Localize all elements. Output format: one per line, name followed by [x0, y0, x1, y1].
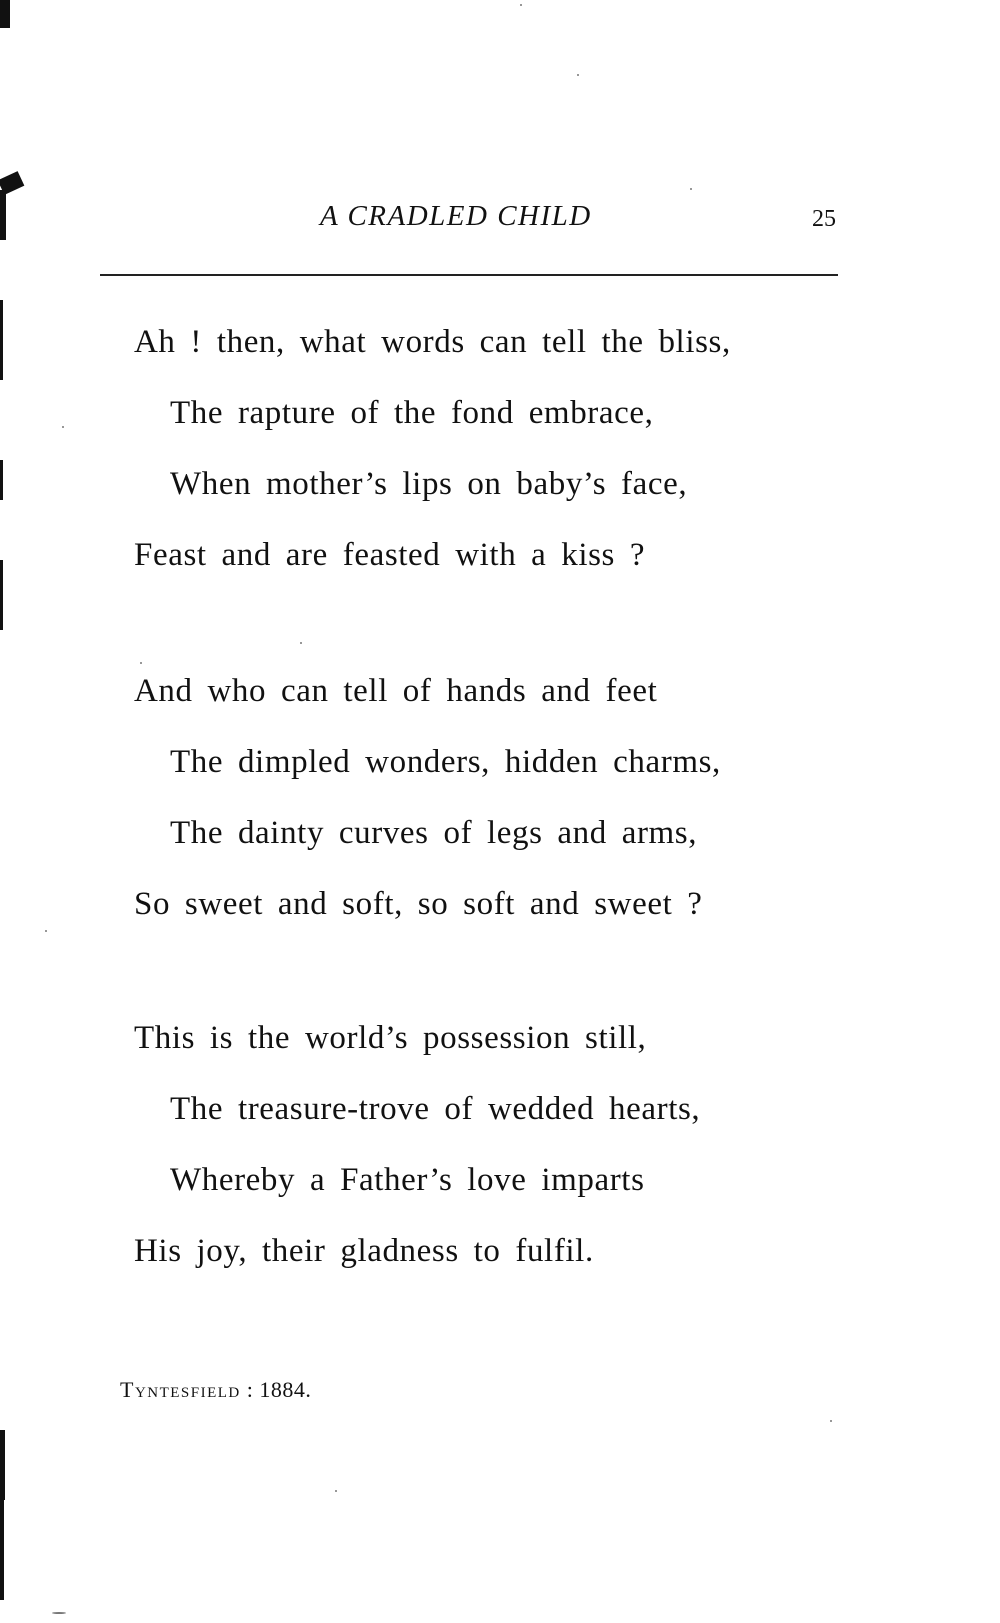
poem-line: This is the world’s possession still,: [134, 1020, 647, 1056]
poem-line: Feast and are feasted with a kiss ?: [134, 537, 646, 573]
paper-speck: [140, 662, 142, 664]
poem-line: The rapture of the fond embrace,: [170, 395, 654, 431]
edge-mark: [0, 190, 6, 240]
edge-mark: [0, 0, 10, 28]
poem-line: When mother’s lips on baby’s face,: [170, 466, 688, 502]
edge-mark: [0, 1430, 5, 1500]
paper-speck: [52, 1612, 66, 1614]
paper-speck: [62, 426, 64, 428]
signoff-year: 1884.: [259, 1377, 312, 1402]
paper-speck: [830, 1420, 832, 1422]
edge-mark: [0, 460, 3, 500]
signoff: [120, 1377, 311, 1403]
running-title: A CRADLED CHILD: [320, 200, 592, 232]
poem-line: The dainty curves of legs and arms,: [170, 815, 698, 851]
edge-mark: [0, 1500, 4, 1600]
poem-line: Ah ! then, what words can tell the bliss,: [134, 324, 731, 360]
page-edge-artifacts: [0, 0, 18, 1623]
page-number: 25: [812, 206, 836, 232]
poem-line: The treasure-trove of wedded hearts,: [170, 1091, 701, 1127]
signoff-separator: :: [240, 1377, 260, 1402]
paper-speck: [520, 4, 522, 6]
header-rule: [100, 274, 838, 276]
paper-speck: [335, 1490, 337, 1492]
poem-line: So sweet and soft, so soft and sweet ?: [134, 886, 703, 922]
edge-mark: [0, 300, 3, 380]
paper-speck: [690, 188, 692, 190]
poem-line: His joy, their gladness to fulfil.: [134, 1233, 594, 1269]
paper-speck: [577, 74, 579, 76]
paper-speck: [45, 930, 47, 932]
poem-line: The dimpled wonders, hidden charms,: [170, 744, 721, 780]
poem-line: Whereby a Father’s love imparts: [170, 1162, 645, 1198]
edge-mark: [0, 560, 3, 630]
poem-line: And who can tell of hands and feet: [134, 673, 658, 709]
signoff-place: Tyntesfield: [120, 1377, 241, 1402]
paper-speck: [300, 642, 302, 644]
